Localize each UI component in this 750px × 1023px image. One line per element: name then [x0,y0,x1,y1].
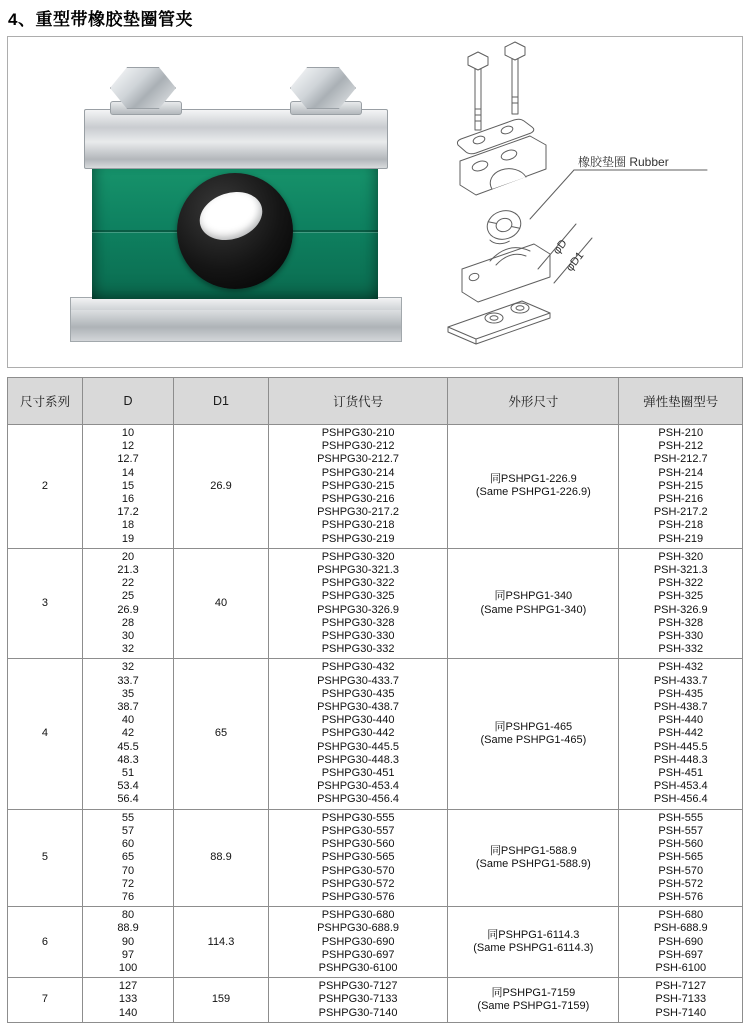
cell-line: (Same PSHPG1-588.9) [475,857,591,870]
cell-line: PSH-690 [658,935,704,948]
cell-line: 26.9 [117,603,139,616]
cell-line: PSH-7133 [655,993,707,1006]
cell-line: 127 [118,980,138,993]
cell-line: PSH-680 [658,909,704,922]
cell-line: 56.4 [117,793,139,806]
table-row [8,548,743,659]
cell-line: PSHPG30-219 [321,532,395,545]
cell-line: PSH-7140 [655,1006,707,1019]
cell-line: 32 [121,661,135,674]
cell-line: PSHPG30-565 [321,851,395,864]
cell-line: 80 [121,909,135,922]
cell-line: PSH-212.7 [653,453,708,466]
cell-line: PSHPG30-328 [321,616,395,629]
cell-line: PSHPG30-6100 [318,961,398,974]
table-row [8,809,743,906]
rubber-leader-line [530,170,574,219]
cell-line: 159 [211,993,231,1006]
cell-line: 42 [121,727,135,740]
cell-line: 57 [121,824,135,837]
cell-line: 3 [41,597,49,610]
cell-line: 7 [41,993,49,1006]
cell-line: PSH-440 [658,714,704,727]
rubber-grommet [177,173,293,289]
cell-line: PSHPG30-688.9 [317,922,400,935]
cell-line: PSH-216 [658,493,704,506]
cell-line: PSHPG30-325 [321,590,395,603]
cell-line: 10 [121,427,135,439]
cell-line: 17.2 [117,506,139,519]
cell-line: PSH-688.9 [653,922,708,935]
cell-line: PSHPG30-442 [321,727,395,740]
order-codes-cell [268,978,447,1023]
cell-line: PSHPG30-210 [321,427,395,439]
cell-line: PSH-442 [658,727,704,740]
column-header: 订货代号 [268,378,447,425]
cell-line: PSHPG30-7127 [318,980,398,993]
spec-table-head [8,378,743,425]
cell-line: PSH-448.3 [653,753,708,766]
cell-line: PSH-326.9 [653,603,708,616]
cell-line: 15 [121,479,135,492]
cell-line: 133 [118,993,138,1006]
cell-line: 114.3 [207,935,235,948]
cell-line: 18 [121,519,135,532]
d1-cell [174,978,269,1023]
cell-line: 4 [41,727,49,740]
table-row [8,907,743,978]
cell-line: PSH-435 [658,687,704,700]
d-values-cell [82,907,173,978]
spec-table-body [8,425,743,1023]
cell-line: PSHPG30-322 [321,577,395,590]
cell-line: 35 [121,687,135,700]
cell-line: 48.3 [117,753,139,766]
cell-line: 同PSHPG1-340 [494,590,573,603]
cell-line: PSH-217.2 [653,506,708,519]
cell-line: PSHPG30-438.7 [317,701,400,714]
cell-line: 88.9 [210,851,232,864]
series-cell [8,425,83,549]
cell-line: PSHPG30-321.3 [317,564,400,577]
cell-line: 28 [121,616,135,629]
cell-line: 21.3 [117,564,139,577]
cell-line: PSH-555 [658,811,704,824]
cell-line: (Same PSHPG1-6114.3) [473,942,594,955]
column-header: D [82,378,173,425]
right-bolt [290,67,360,115]
header-row [8,378,743,425]
grommet-hole [193,184,268,248]
d-values-cell [82,548,173,659]
washer-models-cell [619,809,743,906]
cell-line: PSH-565 [658,851,704,864]
cell-line: 同PSHPG1-465 [494,720,573,733]
cell-line: PSH-332 [658,643,704,656]
cell-line: PSHPG30-557 [321,824,395,837]
washer-models-cell [619,907,743,978]
d1-cell [174,548,269,659]
cell-line: PSH-438.7 [653,701,708,714]
washer-models-cell [619,659,743,809]
series-cell [8,907,83,978]
cell-line: PSHPG30-214 [321,466,395,479]
cell-line: PSH-560 [658,838,704,851]
cell-line: (Same PSHPG1-340) [480,603,587,616]
cell-line: PSH-445.5 [653,740,708,753]
diagram-bolt-left [468,52,488,130]
phi-d1-label: φD1 [563,249,587,274]
column-header: 弹性垫圈型号 [619,378,743,425]
cell-line: 33.7 [117,674,139,687]
rubber-gasket-label: 橡胶垫圈 Rubber [578,155,669,169]
cell-line: 53.4 [117,780,139,793]
d1-cell [174,425,269,549]
d1-cell [174,659,269,809]
cell-line: 65 [214,727,228,740]
cell-line: PSH-557 [658,824,704,837]
cell-line: PSHPG30-215 [321,479,395,492]
cell-line: PSH-210 [658,427,704,439]
washer-models-cell [619,978,743,1023]
cell-line: PSHPG30-445.5 [317,740,400,753]
cell-line: PSH-432 [658,661,704,674]
table-row [8,659,743,809]
cell-line: PSHPG30-212 [321,440,395,453]
cell-line: 30 [121,630,135,643]
cell-line: (Same PSHPG1-7159) [477,999,590,1012]
cell-line: PSH-320 [658,550,704,563]
cell-line: PSHPG30-456.4 [317,793,400,806]
cell-line: PSH-7127 [655,980,707,993]
cell-line: PSHPG30-332 [321,643,395,656]
cell-line: PSH-212 [658,440,704,453]
column-header: D1 [174,378,269,425]
table-row [8,425,743,549]
cell-line: PSH-218 [658,519,704,532]
d-values-cell [82,809,173,906]
cell-line: 16 [121,493,135,506]
cell-line: PSH-219 [658,532,704,545]
spec-table [7,377,743,1023]
d1-cell [174,809,269,906]
washer-models-cell [619,548,743,659]
order-codes-cell [268,548,447,659]
cell-line: 45.5 [117,740,139,753]
cell-line: PSHPG30-326.9 [317,603,400,616]
cell-line: PSH-572 [658,877,704,890]
table-row [8,978,743,1023]
cell-line: 38.7 [117,701,139,714]
cell-line: PSH-451 [658,767,704,780]
cell-line: 同PSHPG1-588.9 [489,844,577,857]
product-photo [70,67,400,343]
cell-line: 88.9 [117,922,139,935]
cell-line: PSHPG30-320 [321,550,395,563]
cell-line: PSHPG30-560 [321,838,395,851]
cell-line: PSH-321.3 [653,564,708,577]
column-header: 尺寸系列 [8,378,83,425]
order-codes-cell [268,659,447,809]
cell-line: 14 [121,466,135,479]
cell-line: PSHPG30-216 [321,493,395,506]
cell-line: 65 [121,851,135,864]
d1-cell [174,907,269,978]
series-cell [8,978,83,1023]
cell-line: PSHPG30-432 [321,661,395,674]
cell-line: 26.9 [210,479,232,492]
cell-line: 6 [41,935,49,948]
cell-line: PSH-215 [658,479,704,492]
cell-line: PSH-330 [658,630,704,643]
overall-dims-cell [448,809,619,906]
cell-line: PSH-570 [658,864,704,877]
cell-line: PSH-433.7 [653,674,708,687]
cell-line: 12 [121,440,135,453]
cell-line: PSH-6100 [655,961,707,974]
cell-line: PSHPG30-453.4 [317,780,400,793]
cell-line: 同PSHPG1-6114.3 [487,928,580,941]
cell-line: 40 [121,714,135,727]
cell-line: 40 [214,597,228,610]
exploded-diagram [408,39,738,365]
cell-line: (Same PSHPG1-226.9) [475,486,591,499]
cover-plate [84,109,388,169]
cell-line: 140 [118,1006,138,1019]
cell-line: PSHPG30-451 [321,767,395,780]
cell-line: PSHPG30-217.2 [317,506,400,519]
cell-line: 25 [121,590,135,603]
d-values-cell [82,425,173,549]
cell-line: 51 [121,767,135,780]
cell-line: PSHPG30-212.7 [317,453,400,466]
diagram-lower-clamp [462,244,550,302]
diagram-bolt-right [505,42,525,114]
overall-dims-cell [448,548,619,659]
cell-line: 同PSHPG1-226.9 [489,473,577,486]
cell-line: PSHPG30-690 [321,935,395,948]
cell-line: PSHPG30-576 [321,890,395,903]
cell-line: PSH-214 [658,466,704,479]
cell-line: PSH-576 [658,890,704,903]
cell-line: PSHPG30-697 [321,948,395,961]
cell-line: PSH-697 [658,948,704,961]
cell-line: 72 [121,877,135,890]
order-codes-cell [268,425,447,549]
cell-line: 55 [121,811,135,824]
cell-line: 60 [121,838,135,851]
series-cell [8,809,83,906]
cell-line: PSHPG30-330 [321,630,395,643]
cell-line: PSH-453.4 [653,780,708,793]
cell-line: 70 [121,864,135,877]
cell-line: PSHPG30-555 [321,811,395,824]
cell-line: PSHPG30-448.3 [317,753,400,766]
cell-line: PSHPG30-218 [321,519,395,532]
cell-line: PSHPG30-7140 [318,1006,398,1019]
cell-line: 12.7 [117,453,139,466]
cell-line: 19 [121,532,135,545]
cell-line: PSHPG30-572 [321,877,395,890]
washer-models-cell [619,425,743,549]
base-plate-front [70,310,402,342]
cell-line: 同PSHPG1-7159 [491,986,576,999]
cell-line: PSH-328 [658,616,704,629]
cell-line: PSH-325 [658,590,704,603]
d-values-cell [82,659,173,809]
overall-dims-cell [448,978,619,1023]
overall-dims-cell [448,907,619,978]
cell-line: 97 [121,948,135,961]
cell-line: 20 [121,550,135,563]
cell-line: PSHPG30-435 [321,687,395,700]
diagram-bottom-plate [448,301,550,344]
cell-line: 22 [121,577,135,590]
cell-line: PSHPG30-440 [321,714,395,727]
series-cell [8,659,83,809]
page-title: 4、重型带橡胶垫圈管夹 [8,10,193,29]
order-codes-cell [268,907,447,978]
cell-line: 5 [41,851,49,864]
cell-line: PSHPG30-7133 [318,993,398,1006]
overall-dims-cell [448,425,619,549]
cell-line: PSH-456.4 [653,793,708,806]
cell-line: (Same PSHPG1-465) [480,734,587,747]
cell-line: PSH-322 [658,577,704,590]
order-codes-cell [268,809,447,906]
cell-line: 32 [121,643,135,656]
cell-line: 100 [118,961,138,974]
cell-line: PSHPG30-433.7 [317,674,400,687]
cell-line: 2 [41,479,49,492]
diagram-rubber-gasket [483,206,526,247]
cell-line: 76 [121,890,135,903]
cell-line: PSHPG30-680 [321,909,395,922]
cell-line: PSHPG30-570 [321,864,395,877]
d-values-cell [82,978,173,1023]
cell-line: 90 [121,935,135,948]
column-header: 外形尺寸 [448,378,619,425]
figure-panel [7,36,743,368]
overall-dims-cell [448,659,619,809]
phi-d-label: φD [550,237,570,257]
left-bolt [110,67,180,115]
series-cell [8,548,83,659]
